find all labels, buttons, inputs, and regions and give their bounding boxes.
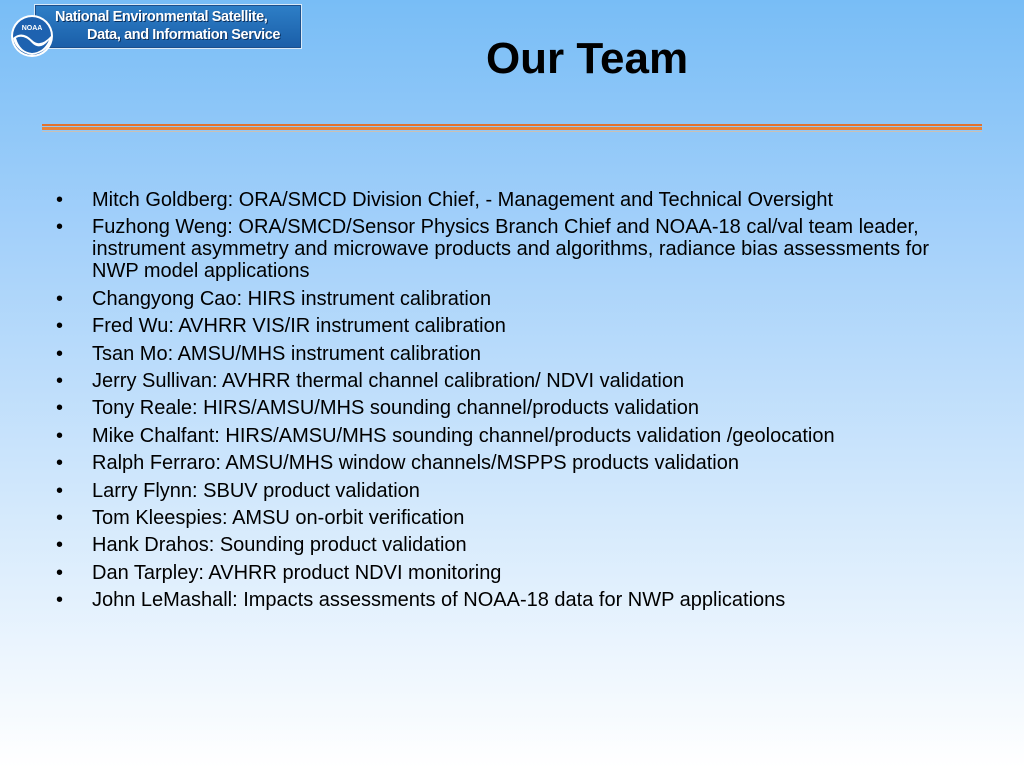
bullet: • (56, 315, 64, 338)
member-text: Jerry Sullivan: AVHRR thermal channel calibration/ NDVI validation (92, 369, 685, 392)
list-item (56, 589, 976, 611)
banner-line-1: National Environmental Satellite, (55, 9, 268, 25)
bullet: • (56, 506, 64, 529)
team-list (56, 189, 976, 616)
list-item (56, 562, 976, 584)
member-text: Larry Flynn: SBUV product validation (92, 479, 420, 502)
bullet: • (56, 424, 64, 447)
bullet: • (56, 369, 64, 392)
member-text: Dan Tarpley: AVHRR product NDVI monitoring (92, 561, 502, 584)
list-item (56, 343, 976, 365)
list-item (56, 216, 976, 282)
member-text: John LeMashall: Impacts assessments of NOAA-18 data for NWP applications (92, 589, 786, 612)
bullet: • (56, 452, 64, 475)
member-text: Changyong Cao: HIRS instrument calibration (92, 287, 492, 310)
list-item (56, 288, 976, 310)
bullet: • (56, 534, 64, 557)
member-text: Fred Wu: AVHRR VIS/IR instrument calibration (92, 315, 506, 338)
list-item (56, 370, 976, 392)
list-item (56, 397, 976, 419)
member-text: Fuzhong Weng: ORA/SMCD/Sensor Physics Branch Chief and NOAA-18 cal/val team leader, instrument asymmetry and microwave products and algorithms, radiance bias assessments for NWP model applications (92, 216, 930, 283)
member-text: Ralph Ferraro: AMSU/MHS window channels/MSPPS products validation (92, 452, 739, 475)
list-item (56, 315, 976, 337)
member-text: Tom Kleespies: AMSU on-orbit verification (92, 506, 465, 529)
banner-line-2: Data, and Information Service (87, 27, 281, 43)
list-item (56, 189, 976, 211)
slide-title: Our Team (485, 34, 689, 83)
bullet: • (56, 189, 64, 211)
list-item (56, 507, 976, 529)
bullet: • (56, 216, 64, 239)
bullet: • (56, 561, 64, 584)
logo-text: NOAA (21, 25, 43, 32)
member-text: Tony Reale: HIRS/AMSU/MHS sounding channel/products validation (92, 397, 699, 420)
title-rule (42, 124, 982, 126)
member-text: Hank Drahos: Sounding product validation (92, 534, 467, 557)
bullet: • (56, 479, 64, 502)
bullet: • (56, 342, 64, 365)
list-item (56, 452, 976, 474)
bullet: • (56, 589, 64, 612)
list-item (56, 480, 976, 502)
title-rule-shadow (42, 131, 982, 132)
member-text: Mitch Goldberg: ORA/SMCD Division Chief, - Management and Technical Oversight (92, 189, 834, 211)
member-text: Tsan Mo: AMSU/MHS instrument calibration (92, 342, 482, 365)
list-item (56, 425, 976, 447)
title-rule-accent (42, 127, 982, 130)
list-item (56, 534, 976, 556)
member-text: Mike Chalfant: HIRS/AMSU/MHS sounding channel/products validation /geolocation (92, 424, 835, 447)
bullet: • (56, 287, 64, 310)
bullet: • (56, 397, 64, 420)
